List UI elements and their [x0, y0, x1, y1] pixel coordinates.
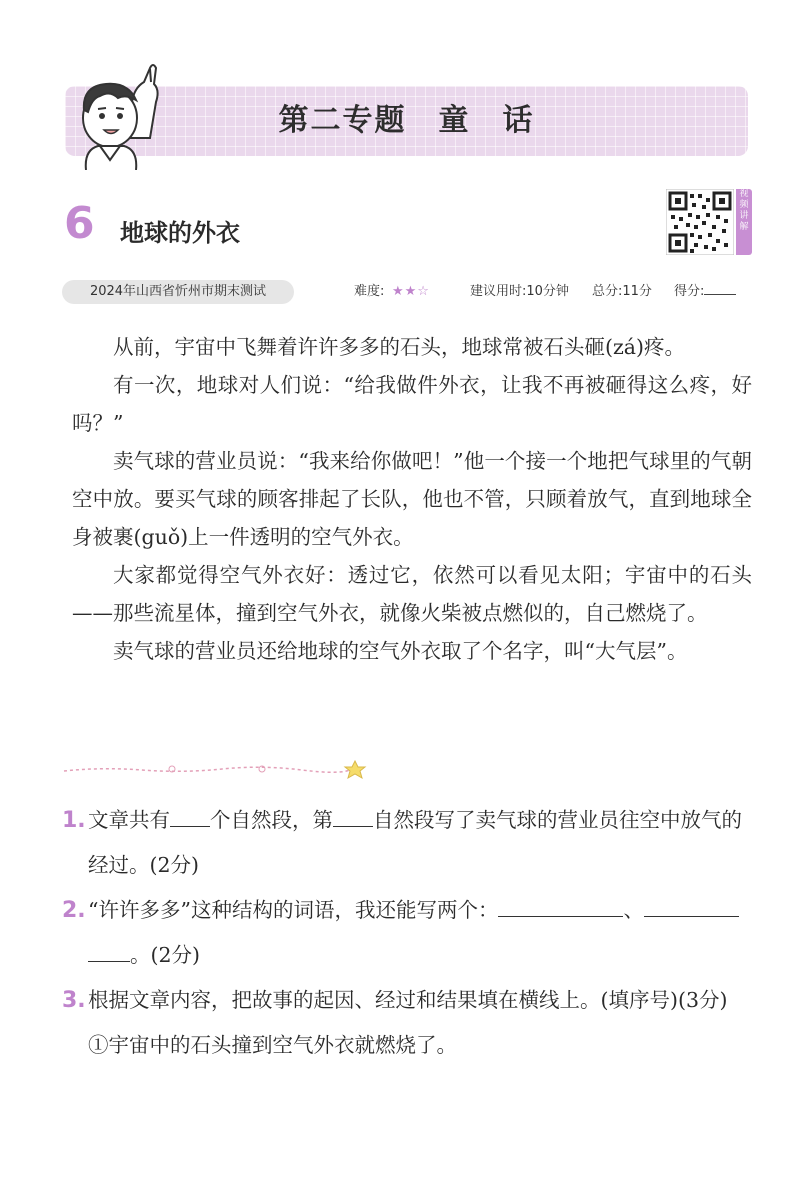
question-number: 1.	[62, 808, 86, 833]
answer-blank[interactable]	[170, 810, 210, 827]
question-text: “许许多多”这种结构的词语，我还能写两个：	[88, 898, 499, 922]
lesson-title: 地球的外衣	[120, 219, 240, 247]
difficulty-label: 难度:	[354, 284, 385, 299]
question-1	[62, 798, 752, 888]
question-3-option: ①宇宙中的石头撞到空气外衣就燃烧了。	[88, 1033, 457, 1057]
info-bar	[62, 280, 746, 304]
article-paragraph: 有一次，地球对人们说：“给我做件外衣，让我不再被砸得这么疼，好吗？”	[72, 373, 752, 435]
answer-blank[interactable]	[88, 945, 130, 962]
difficulty-stars: ★★☆	[392, 284, 430, 299]
question-text: 文章共有	[88, 808, 170, 832]
question-3	[62, 978, 752, 1023]
qr-code-icon[interactable]	[666, 189, 734, 255]
answer-blank[interactable]	[333, 810, 373, 827]
question-text: 。(2分)	[130, 943, 201, 967]
score-blank[interactable]	[704, 280, 736, 295]
answer-blank[interactable]	[644, 900, 739, 917]
question-text: 自然段写了卖气球的营业员往空中放气的经过。(2分)	[88, 808, 742, 877]
question-number: 3.	[62, 988, 86, 1013]
article-paragraph: 卖气球的营业员还给地球的空气外衣取了个名字，叫“大气层”。	[113, 639, 688, 663]
question-2	[62, 888, 752, 978]
score-label	[674, 280, 736, 304]
question-number: 2.	[62, 898, 86, 923]
time-label: 建议用时:10分钟	[470, 284, 569, 299]
article-paragraph: 大家都觉得空气外衣好：透过它，依然可以看见太阳；宇宙中的石头——那些流星体，撞到空气外衣，就像火柴被点燃似的，自己燃烧了。	[72, 563, 752, 625]
mascot-boy-illustration	[70, 60, 170, 170]
questions-section	[62, 798, 752, 1068]
question-text: 、	[623, 898, 644, 922]
answer-blank[interactable]	[498, 900, 623, 917]
total-score-label: 总分:11分	[592, 284, 652, 299]
lesson-number: 6	[64, 198, 95, 249]
article-body	[72, 328, 752, 670]
question-text: 根据文章内容，把故事的起因、经过和结果填在横线上。(填序号)(3分)	[88, 988, 728, 1012]
source-label: 2024年山西省忻州市期末测试	[62, 280, 294, 304]
article-paragraph: 卖气球的营业员说：“我来给你做吧！”他一个接一个地把气球里的气朝空中放。要买气球的顾客排起了长队，他也不管，只顾着放气，直到地球全身被裹(guǒ)上一件透明的空气外衣。	[72, 449, 752, 549]
question-text: 个自然段，第	[210, 808, 333, 832]
chapter-title: 第二专题 童 话	[278, 103, 535, 138]
article-paragraph: 从前，宇宙中飞舞着许许多多的石头，地球常被石头砸(zá)疼。	[113, 335, 686, 359]
video-tab-label[interactable]: 视频讲解	[736, 189, 752, 255]
score-label-text: 得分:	[674, 284, 705, 299]
decorative-divider	[62, 757, 372, 781]
